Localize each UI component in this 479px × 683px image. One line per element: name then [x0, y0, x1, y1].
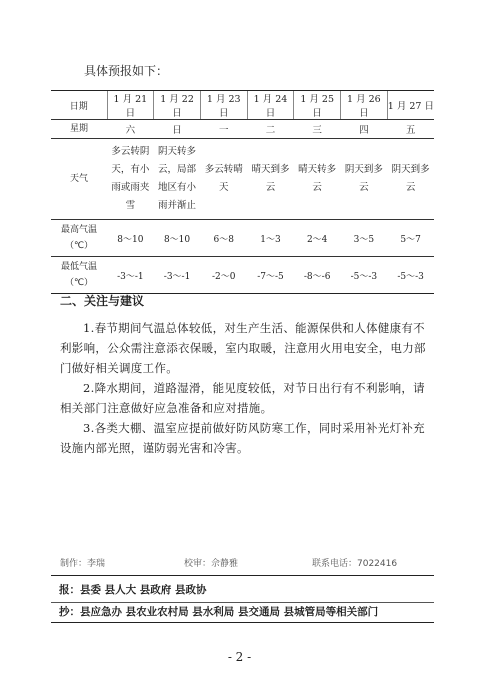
- weather-cell: 多云转晴天: [200, 139, 247, 220]
- weekday-header: 星期: [51, 120, 107, 139]
- weekday-cell: 五: [387, 120, 434, 139]
- low-temp-cell: -2～0: [200, 257, 247, 294]
- date-cell: 1 月 21 日: [107, 91, 154, 120]
- forecast-table: [51, 90, 434, 294]
- high-temp-label: 最高气温: [60, 225, 97, 235]
- low-temp-row: [51, 257, 434, 294]
- low-temp-cell: -5～-3: [341, 257, 388, 294]
- high-temp-cell: 1～3: [247, 220, 294, 257]
- low-temp-cell: -7～-5: [247, 257, 294, 294]
- low-temp-unit: （℃）: [64, 278, 94, 288]
- high-temp-cell: 2～4: [294, 220, 341, 257]
- high-temp-unit: （℃）: [64, 241, 94, 251]
- advice-paragraph-1: 1.春节期间气温总体较低，对生产生活、能源保供和人体健康有不利影响，公众需注意添衣保暖，室内取暖，注意用火用电安全，电力部门做好相关调度工作。: [60, 321, 426, 375]
- weather-cell: 晴天到多云: [247, 139, 294, 220]
- distribution-box: [51, 575, 434, 623]
- weekday-cell: 一: [200, 120, 247, 139]
- date-header: 日期: [51, 91, 107, 120]
- copy-to-line: 抄：县应急办 县农业农村局 县水利局 县交通局 县城管局等相关部门: [51, 602, 434, 619]
- weather-cell: 多云转阴天，有小雨或雨夹雪: [107, 139, 154, 220]
- high-temp-header: [51, 220, 107, 257]
- weekday-row: [51, 120, 434, 139]
- author-credit: 制作：李瑞: [60, 559, 106, 569]
- report-to-line: 报：县委 县人大 县政府 县政协: [59, 584, 207, 596]
- high-temp-cell: 8～10: [154, 220, 201, 257]
- date-cell: 1 月 26 日: [341, 91, 388, 120]
- weekday-cell: 三: [294, 120, 341, 139]
- weather-cell: 阴天到多云: [341, 139, 388, 220]
- date-cell: 1 月 22 日: [154, 91, 201, 120]
- weekday-cell: 日: [154, 120, 201, 139]
- low-temp-label: 最低气温: [60, 262, 97, 272]
- section-title: 二、关注与建议: [60, 294, 145, 308]
- date-cell: 1 月 27 日: [387, 91, 434, 120]
- page-number: - 2 -: [227, 650, 252, 664]
- weather-row: [51, 139, 434, 220]
- reviewer-credit: 校审：佘静雅: [184, 559, 239, 569]
- low-temp-cell: -3～-1: [107, 257, 154, 294]
- date-cell: 1 月 24 日: [247, 91, 294, 120]
- advice-paragraph-3: 3.各类大棚、温室应提前做好防风防寒工作，同时采用补光灯补充设施内部光照，谨防弱光害和冷害。: [60, 421, 425, 455]
- weekday-cell: 六: [107, 120, 154, 139]
- advice-paragraph-2: 2.降水期间，道路湿滑，能见度较低，对节日出行有不利影响，请相关部门注意做好应急准备和应对措施。: [60, 381, 425, 415]
- high-temp-row: [51, 220, 434, 257]
- low-temp-cell: -5～-3: [387, 257, 434, 294]
- date-cell: 1 月 23 日: [200, 91, 247, 120]
- weather-cell: 晴天转多云: [294, 139, 341, 220]
- low-temp-header: [51, 257, 107, 294]
- high-temp-cell: 5～7: [387, 220, 434, 257]
- date-row: [51, 91, 434, 120]
- high-temp-cell: 8～10: [107, 220, 154, 257]
- date-cell: 1 月 25 日: [294, 91, 341, 120]
- low-temp-cell: -3～-1: [154, 257, 201, 294]
- weather-cell: 阴天转多云，局部地区有小雨并渐止: [154, 139, 201, 220]
- intro-text: 具体预报如下：: [84, 64, 169, 78]
- weekday-cell: 二: [247, 120, 294, 139]
- high-temp-cell: 6～8: [200, 220, 247, 257]
- high-temp-cell: 3～5: [341, 220, 388, 257]
- weekday-cell: 四: [341, 120, 388, 139]
- contact-phone: 联系电话：7022416: [312, 559, 398, 569]
- weather-cell: 阴天到多云: [387, 139, 434, 220]
- weather-header: 天气: [51, 139, 107, 220]
- low-temp-cell: -8～-6: [294, 257, 341, 294]
